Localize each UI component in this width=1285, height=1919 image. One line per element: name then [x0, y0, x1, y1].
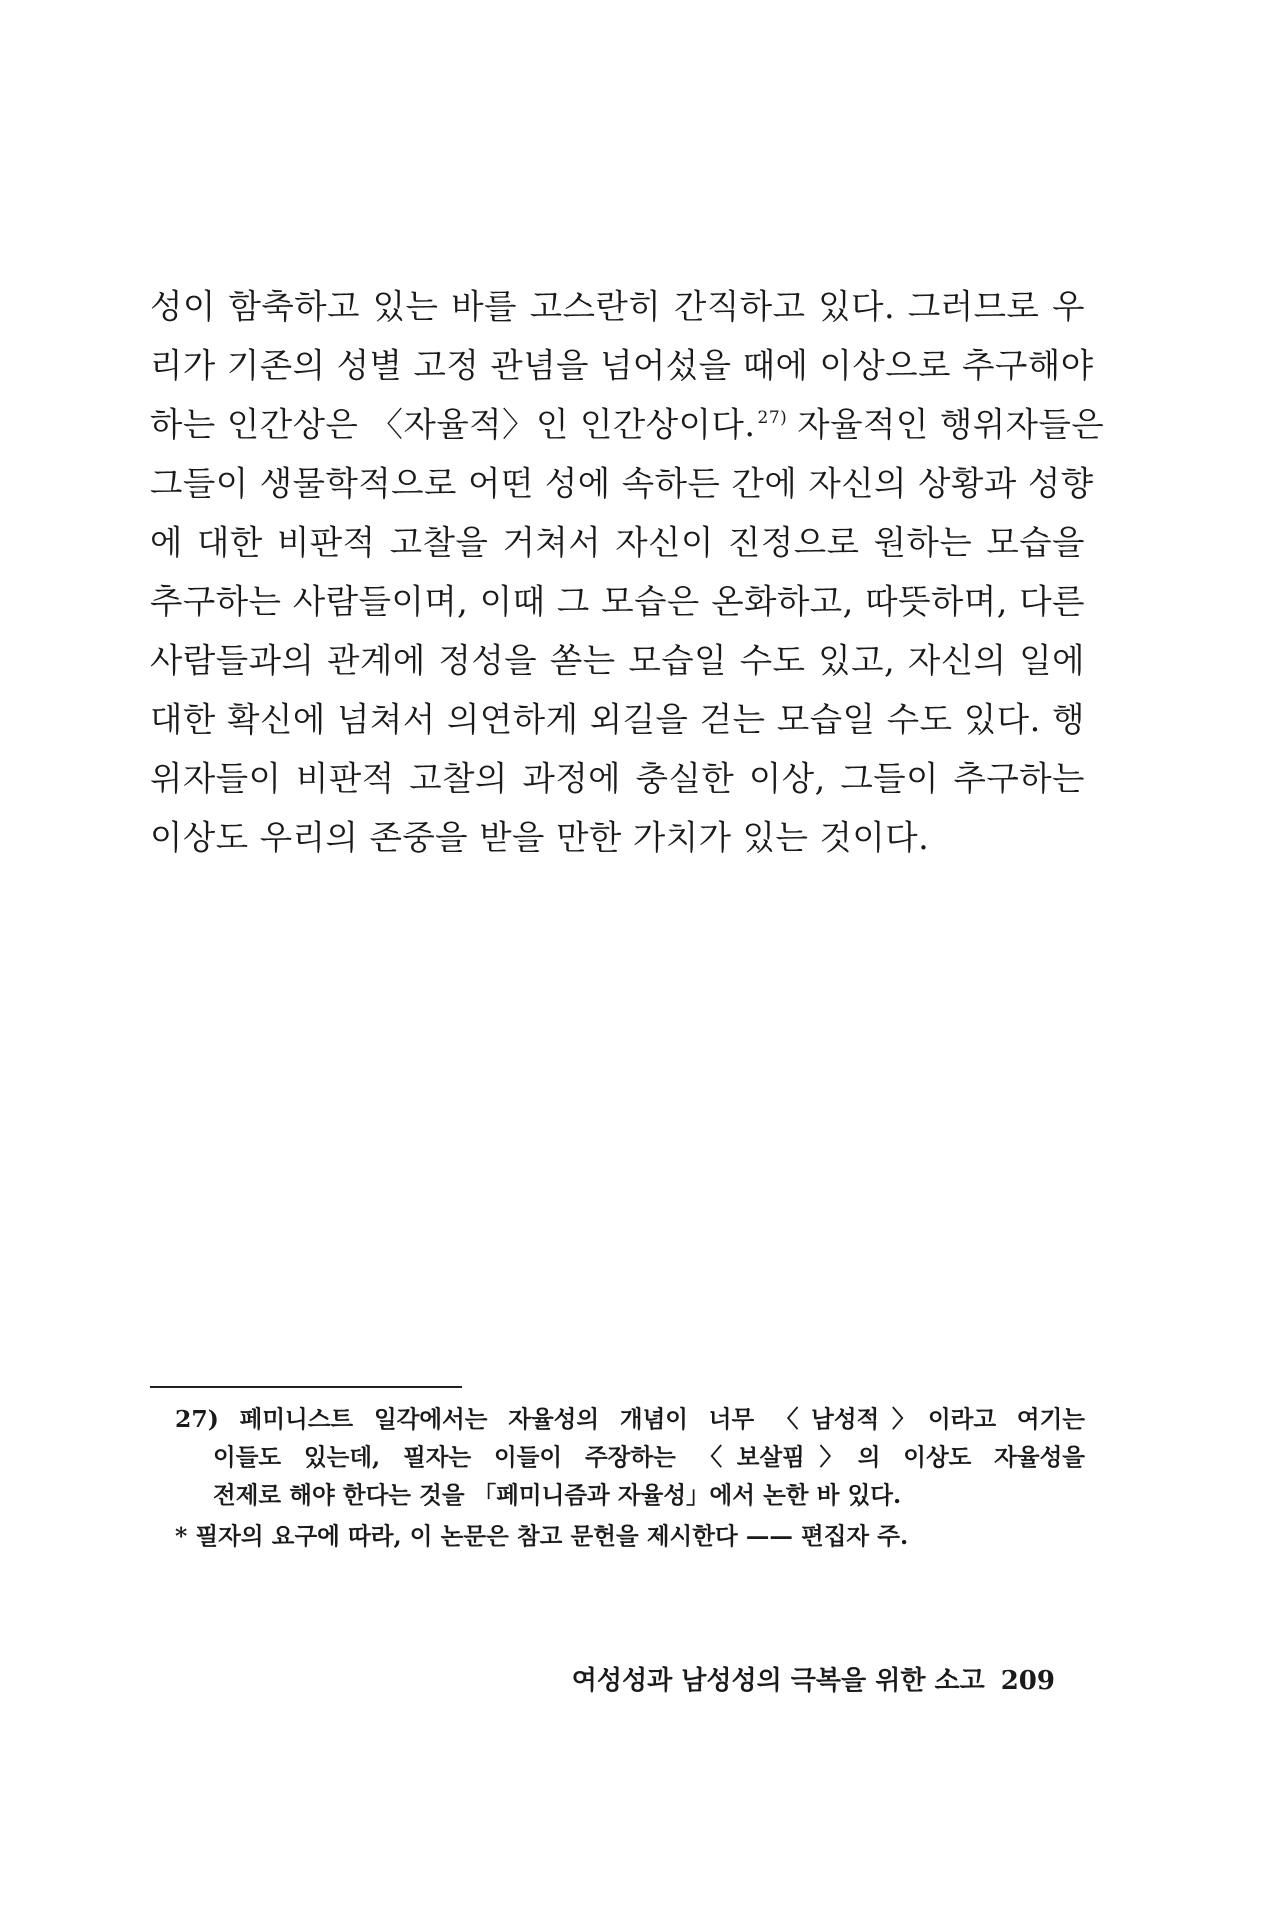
footnote-27-line: 이들도 있는데, 필자는 이들이 주장하는 〈보살핌〉의 이상도 자율성을	[213, 1443, 1085, 1471]
body-line: 사람들과의 관계에 정성을 쏟는 모습일 수도 있고, 자신의 일에	[150, 641, 1085, 680]
page-number: 209	[1000, 1666, 1055, 1696]
body-line-tail: 자율적인 행위자들은	[797, 405, 1105, 444]
footnote-divider	[150, 1386, 462, 1388]
footnote-reference: 27)	[757, 408, 788, 428]
body-line: 성이 함축하고 있는 바를 고스란히 간직하고 있다. 그러므로 우	[150, 287, 1085, 326]
body-text	[150, 277, 1105, 867]
body-line: 추구하는 사람들이며, 이때 그 모습은 온화하고, 따뜻하며, 다른	[150, 582, 1085, 621]
editor-note: * 필자의 요구에 따라, 이 논문은 참고 문헌을 제시한다 —— 편집자 주.	[175, 1522, 909, 1550]
body-line: 그들이 생물학적으로 어떤 성에 속하든 간에 자신의 상황과 성향	[150, 464, 1094, 503]
body-line: 위자들이 비판적 고찰의 과정에 충실한 이상, 그들이 추구하는	[150, 759, 1085, 798]
body-line: 이상도 우리의 존중을 받을 만한 가치가 있는 것이다.	[150, 818, 930, 857]
body-line: 대한 확신에 넘쳐서 의연하게 외길을 걷는 모습일 수도 있다. 행	[150, 700, 1085, 739]
running-title: 여성성과 남성성의 극복을 위한 소고	[571, 1666, 985, 1696]
footnotes	[175, 1400, 1085, 1555]
footnote-27-line: 27) 페미니스트 일각에서는 자율성의 개념이 너무 〈남성적〉이라고 여기는	[175, 1405, 1085, 1433]
body-line-head: 하는 인간상은 〈자율적〉인 인간상이다.	[150, 405, 756, 444]
body-line: 리가 기존의 성별 고정 관념을 넘어섰을 때에 이상으로 추구해야	[150, 346, 1094, 385]
body-line: 에 대한 비판적 고찰을 거쳐서 자신이 진정으로 원하는 모습을	[150, 523, 1085, 562]
body-line-with-footnote	[150, 395, 1105, 454]
running-footer	[520, 1660, 1055, 1697]
footnote-27-line: 전제로 해야 한다는 것을 「페미니즘과 자율성」에서 논한 바 있다.	[213, 1481, 902, 1509]
